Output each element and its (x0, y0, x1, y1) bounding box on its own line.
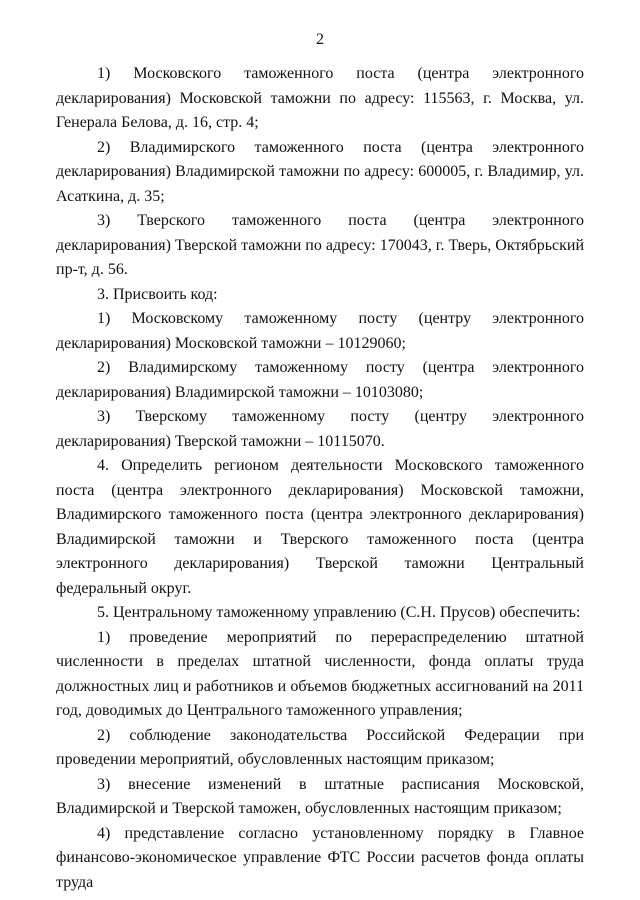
paragraph-staff-redistribution: 1) проведение мероприятий по перераспределению штатной численности в пределах штатной численности, фонда оплаты труда должностных лиц и работников и объемов бюджетных ассигнований на 2011 год, доводимых до Центрального таможенного управления; (56, 628, 584, 719)
paragraph-tver-post-code: 3) Тверскому таможенному посту (центру электронного декларирования) Тверской таможни – 10115070. (56, 408, 584, 450)
paragraph-moscow-post-address: 1) Московского таможенного поста (центра электронного декларирования) Московской таможни по адресу: 115563, г. Москва, ул. Генерала Белова, д. 16, стр. 4; (56, 65, 584, 131)
document-body (56, 62, 584, 895)
paragraph-vladimir-post-address: 2) Владимирского таможенного поста (центра электронного декларирования) Владимирской таможни по адресу: 600005, г. Владимир, ул. Асаткина, д. 35; (56, 138, 584, 205)
paragraph-region-of-activity: 4. Определить регионом деятельности Московского таможенного поста (центра электронного декларирования) Московской таможни, Владимирского таможенного поста (центра электронного декларирования) Владимирской таможни и Тверского таможенного поста (центра электронного декларирования) Тверской таможни Центральный федеральный округ. (56, 457, 584, 597)
paragraph-payroll-submission: 4) представление согласно установленному порядку в Главное финансово-экономическое управление ФТС России расчетов фонда оплаты труда (56, 824, 584, 891)
paragraph-moscow-post-code: 1) Московскому таможенному посту (центру электронного декларирования) Московской таможни – 10129060; (56, 310, 584, 352)
paragraph-staff-schedule-changes: 3) внесение изменений в штатные расписания Московской, Владимирской и Тверской таможен, обусловленных настоящим приказом; (56, 775, 584, 817)
paragraph-central-customs-ensure: 5. Центральному таможенному управлению (С.Н. Прусов) обеспечить: (97, 604, 581, 621)
paragraph-assign-code-heading: 3. Присвоить код: (97, 285, 218, 303)
paragraph-tver-post-address: 3) Тверского таможенного поста (центра электронного декларирования) Тверской таможни по адресу: 170043, г. Тверь, Октябрьский пр-т, д. 56. (56, 212, 584, 278)
paragraph-vladimir-post-code: 2) Владимирскому таможенному посту (центра электронного декларирования) Владимирской таможни – 10103080; (56, 359, 584, 401)
page-number: 2 (316, 31, 324, 48)
paragraph-law-compliance: 2) соблюдение законодательства Российской Федерации при проведении мероприятий, обусловленных настоящим приказом; (56, 726, 584, 768)
